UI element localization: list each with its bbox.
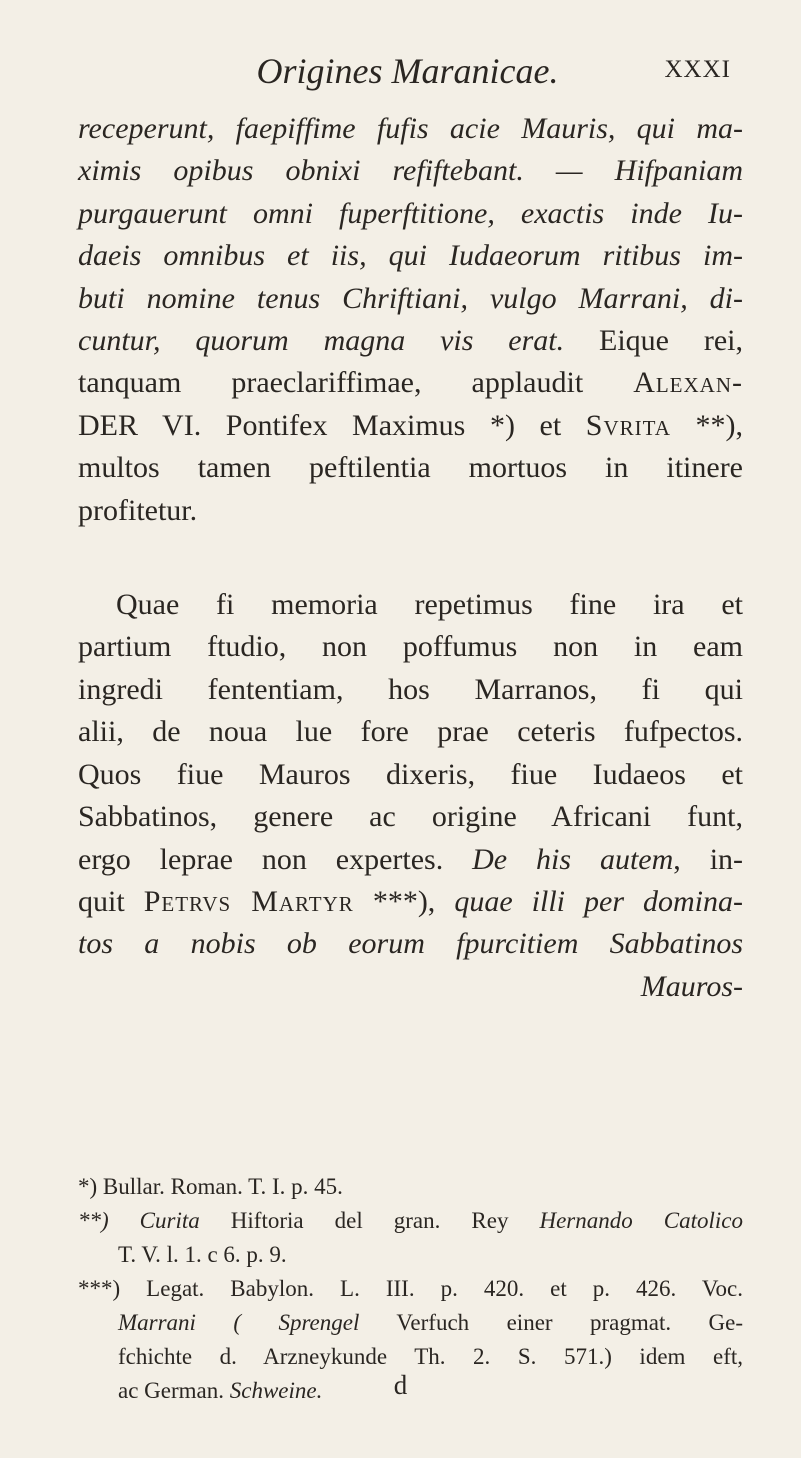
text-line: ingredi fententiam, hos Marranos, fi qui [78,672,743,706]
name-small-caps: Svrita [585,408,671,442]
text-line [78,881,743,923]
text-line: tos a nobis ob eorum fpurcitiem Sabbatinos [78,927,743,961]
footnote [78,1204,743,1238]
footnote-segment: Verfuch einer pragmat. Ge- [396,1310,743,1335]
text-line: daeis omnibus et iis, qui Iudaeorum ritibus im- [78,239,743,273]
text-line: Quos fiue Mauros dixeris, fiue Iudaeos et [78,757,743,791]
text-segment: ***), [372,884,436,918]
text-line: buti nomine tenus Chriftiani, vulgo Marrani, di- [78,281,743,315]
footnote [78,1306,743,1340]
main-text [78,108,743,1008]
running-head [78,40,737,100]
page-number: XXXI [664,56,731,83]
text-line: purgauerunt omni fuperftitione, exactis inde Iu- [78,196,743,230]
footnote-segment: ( Sprengel [233,1310,360,1335]
text-segment: De his autem [472,842,674,876]
text-line: alii, de noua lue fore prae ceteris fufpectos. [78,715,743,749]
text-line: Quae fi memoria repetimus fine ira et [116,588,743,622]
footnote-segment: ac German. [118,1378,224,1403]
footnote: *) Bullar. Roman. T. I. p. 45. [78,1174,343,1199]
text-line: multos tamen peftilentia mortuos in itinere [78,451,743,485]
text-line [78,405,743,447]
text-line: partium ftudio, non poffumus non in eam [78,630,743,664]
name-small-caps: Petrvs Martyr [143,884,354,918]
footnote-segment: **) Curita [78,1208,200,1233]
signature-mark: d [393,1370,408,1400]
text-line [78,320,743,362]
text-segment: quit [78,884,125,918]
footnote: fchichte d. Arzneykunde Th. 2. S. 571.) idem eft, [118,1344,743,1369]
text-segment: quae illi per domina- [454,884,743,918]
text-line: profitetur. [78,493,198,527]
text-segment: tanquam praeclariffimae, applaudit [78,366,584,400]
text-line: Sabbatinos, genere ac origine Africani funt, [78,800,743,834]
footnote-segment: Marrani [118,1310,196,1335]
footnote-segment: Hiftoria del gran. Rey [230,1208,509,1233]
footnote-segment: Schweine. [229,1378,323,1403]
footnote-segment: Hernando Catolico [539,1208,743,1233]
text-line [78,839,743,881]
paragraph-gap [78,532,743,584]
text-segment: DER VI. Pontifex Maximus *) et [78,408,562,442]
name-small-caps: Alexan- [633,366,743,400]
catchword: Mauros- [640,969,743,1003]
text-segment: **), [695,408,744,442]
footnote: T. V. l. 1. c 6. p. 9. [118,1242,287,1267]
running-title: Origines Maranicae. [256,51,559,91]
text-line: receperunt, faepiffime fufis acie Mauris, qui ma- [78,112,743,145]
footnote: ***) Legat. Babylon. L. III. p. 420. et p. 426. Voc. [78,1276,743,1301]
text-segment: cuntur, quorum magna vis erat. [78,324,565,358]
text-segment: Eique rei, [599,324,744,358]
text-line: ximis opibus obnixi refiftebant. — Hifpaniam [78,154,743,188]
text-line [78,362,743,404]
text-segment: ergo leprae non expertes. [78,842,444,876]
text-segment: , in- [673,842,744,876]
